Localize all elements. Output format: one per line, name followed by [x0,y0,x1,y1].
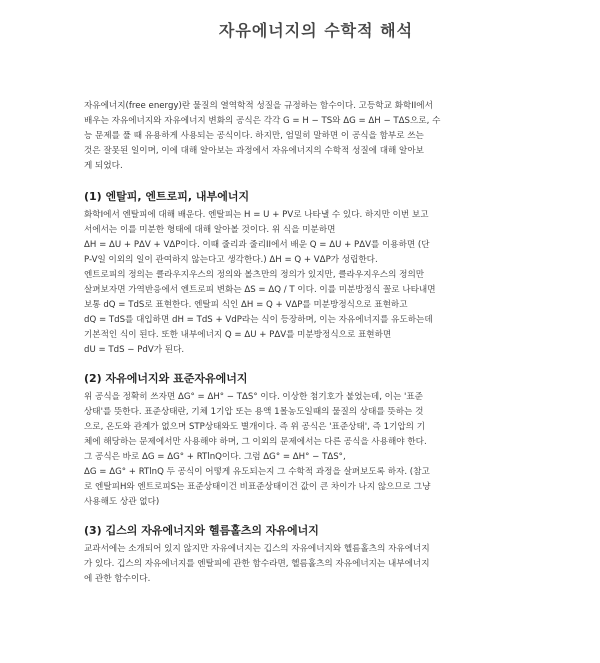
text-line: 배우는 자유에너지와 자유에너지 변화의 공식은 각각 G = H − TS와 ΔG = ΔH − TΔS으로, 수 [84,116,441,126]
text-line: 으로, 온도와 관계가 없으며 STP상태와도 별개이다. 즉 위 공식은 '표준상태', 즉 1기압의 기 [84,422,426,432]
text-line: ΔG = ΔG° + RTlnQ 두 공식이 어떻게 유도되는지 그 수학적 과정을 살펴보도록 하자. (참고 [84,467,430,477]
text-line: 서에서는 이를 미분한 형태에 대해 알아볼 것이다. 위 식을 미분하면 [84,225,336,235]
section-free-energy-standard-free-energy [84,370,528,510]
text-line: dQ = TdS를 대입하면 dH = TdS + VdP라는 식이 등장하며, 이는 자유에너지를 유도하는데 [84,315,433,325]
section-heading: (2) 자유에너지와 표준자유에너지 [84,372,248,385]
text-line: 사용해도 상관 없다) [84,497,160,507]
text-line: 가 있다. 깁스의 자유에너지를 엔탈피에 관한 함수라면, 헬름홀츠의 자유에너지는 내부에너지 [84,559,430,569]
section-enthalpy-entropy-internal-energy [84,188,528,358]
section-heading: (1) 엔탈피, 엔트로피, 내부에너지 [84,190,250,203]
text-line: 위 공식을 정확히 쓰자면 ΔG° = ΔH° − TΔS° 이다. 이상한 첨기호가 붙었는데, 이는 '표준 [84,392,423,402]
text-line: 게 되었다. [84,161,123,171]
intro-paragraph [84,99,528,174]
section-paragraph [84,542,528,587]
text-line: 기본적인 식이 된다. 또한 내부에너지 Q = ΔU + PΔV를 미분방정식으로 표현하면 [84,330,392,340]
text-line: 것은 잘못된 일이며, 이에 대해 알아보는 과정에서 자유에너지의 수학적 성질에 대해 알아보 [84,146,424,156]
text-line: 보통 dQ = TdS로 표현한다. 엔탈피 식인 ΔH = Q + VΔP를 미분방정식으로 표현하고 [84,300,408,310]
text-line: dU = TdS − PdV가 된다. [84,345,185,355]
text-line: 살펴보자면 가역반응에서 엔트로피 변화는 ΔS = ΔQ / T 이다. 이를 미분방정식 꼴로 나타내면 [84,285,436,295]
text-line: 로 엔탈피H와 엔트로피S는 표준상태이건 비표준상태이건 값이 큰 차이가 나지 않으므로 그냥 [84,482,431,492]
text-line: 자유에너지(free energy)란 물질의 열역학적 성질을 규정하는 함수이다. 고등학교 화학II에서 [84,101,433,111]
text-line: 교과서에는 소개되어 있지 않지만 자유에너지는 깁스의 자유에너지와 헬름홀츠의 자유에너지 [84,544,430,554]
text-line: 능 문제를 풀 때 유용하게 사용되는 공식이다. 하지만, 엄밀히 말하면 이 공식을 함부로 쓰는 [84,131,424,141]
text-line: 에 관한 함수이다. [84,574,151,584]
text-line: 상태'를 뜻한다. 표준상태란, 기체 1기압 또는 용액 1몰농도일때의 물질의 상태를 뜻하는 것 [84,407,424,417]
section-paragraph [84,390,528,510]
text-line: 체에 해당하는 문제에서만 사용해야 하며, 그 이외의 문제에서는 다른 공식을 사용해야 한다. [84,437,427,447]
document-title: 자유에너지의 수학적 해석 [218,21,414,40]
text-line: ΔH = ΔU + PΔV + VΔP이다. 이때 줄리과 줄리II에서 배운 Q = ΔU + PΔV를 이용하면 (단 [84,240,430,250]
text-line: 그 공식은 바로 ΔG = ΔG° + RTlnQ이다. 그럼 ΔG° = ΔH° − TΔS°, [84,452,346,462]
section-heading: (3) 깁스의 자유에너지와 헬름홀츠의 자유에너지 [84,524,319,537]
section-paragraph [84,208,528,358]
text-line: 화학I에서 엔탈피에 대해 배운다. 엔탈피는 H = U + PV로 나타낼 수 있다. 하지만 이번 보고 [84,210,429,220]
section-gibbs-helmholtz [84,522,528,587]
text-line: P-V일 이외의 일이 관여하지 않는다고 생각한다.) ΔH = Q + VΔP가 성립한다. [84,255,378,265]
text-line: 엔트로피의 정의는 클라우지우스의 정의와 볼츠만의 정의가 있지만, 클라우지우스의 정의만 [84,270,425,280]
